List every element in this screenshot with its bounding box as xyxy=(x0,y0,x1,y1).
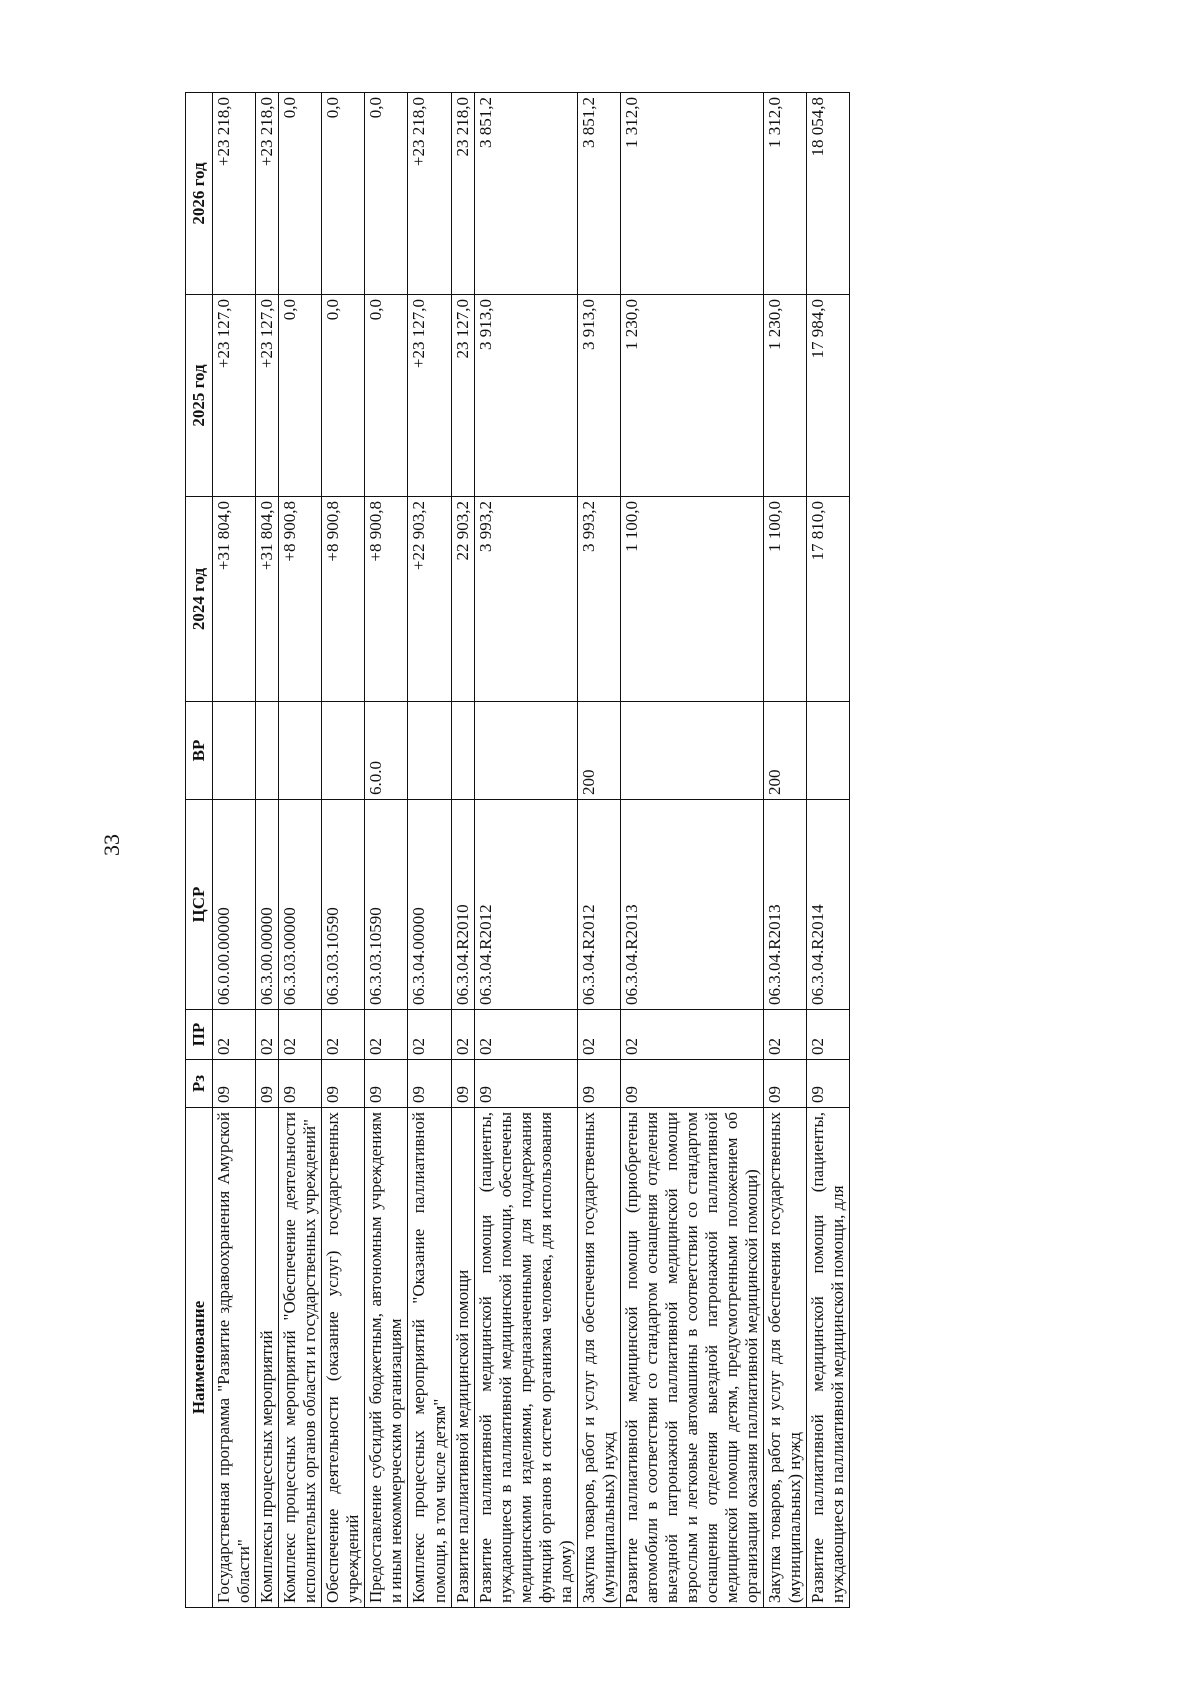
cell-rz: 09 xyxy=(451,1060,474,1108)
cell-2024: 1 100,0 xyxy=(620,497,763,702)
cell-vr xyxy=(408,702,451,800)
cell-name: Обеспечение деятельности (оказание услуг) государственных учреждений xyxy=(322,1108,365,1608)
table-container xyxy=(185,93,1035,1608)
cell-vr xyxy=(279,702,322,800)
cell-vr xyxy=(322,702,365,800)
cell-name: Комплексы процессных мероприятий xyxy=(256,1108,279,1608)
cell-rz: 09 xyxy=(807,1060,850,1108)
cell-2024: +22 903,2 xyxy=(408,497,451,702)
cell-2024: 3 993,2 xyxy=(474,497,577,702)
cell-rz: 09 xyxy=(365,1060,408,1108)
cell-2025: 17 984,0 xyxy=(807,295,850,497)
cell-rz: 09 xyxy=(474,1060,577,1108)
cell-name: Развитие паллиативной медицинской помощи xyxy=(451,1108,474,1608)
cell-name: Комплекс процессных мероприятий "Обеспечение деятельности исполнительных органов области и государственных учреждений" xyxy=(279,1108,322,1608)
cell-rz: 09 xyxy=(620,1060,763,1108)
table-row xyxy=(279,93,322,1608)
cell-2025: 23 127,0 xyxy=(451,295,474,497)
cell-2024: 3 993,2 xyxy=(577,497,620,702)
cell-csr: 06.3.03.10590 xyxy=(322,800,365,1010)
cell-vr xyxy=(256,702,279,800)
cell-csr: 06.3.00.00000 xyxy=(256,800,279,1010)
cell-2025: +23 127,0 xyxy=(213,295,256,497)
cell-vr xyxy=(451,702,474,800)
cell-2024: +31 804,0 xyxy=(256,497,279,702)
cell-vr: 200 xyxy=(764,702,807,800)
cell-2026: 3 851,2 xyxy=(577,93,620,295)
cell-csr: 06.3.04.R2012 xyxy=(577,800,620,1010)
column-header: Наименование xyxy=(186,1108,213,1608)
budget-table xyxy=(185,92,850,1608)
cell-rz: 09 xyxy=(213,1060,256,1108)
cell-csr: 06.3.04.R2012 xyxy=(474,800,577,1010)
cell-2025: 0,0 xyxy=(322,295,365,497)
cell-2025: 0,0 xyxy=(279,295,322,497)
table-row xyxy=(365,93,408,1608)
cell-rz: 09 xyxy=(764,1060,807,1108)
column-header: ПР xyxy=(186,1010,213,1060)
cell-rz: 09 xyxy=(577,1060,620,1108)
cell-2026: +23 218,0 xyxy=(408,93,451,295)
cell-2024: 1 100,0 xyxy=(764,497,807,702)
table-row xyxy=(577,93,620,1608)
cell-2026: 0,0 xyxy=(365,93,408,295)
table-row xyxy=(474,93,577,1608)
cell-vr xyxy=(620,702,763,800)
cell-2026: 3 851,2 xyxy=(474,93,577,295)
cell-2025: 1 230,0 xyxy=(764,295,807,497)
rotated-table-area xyxy=(185,93,1035,1608)
cell-2026: 0,0 xyxy=(279,93,322,295)
cell-2025: 3 913,0 xyxy=(474,295,577,497)
cell-pr: 02 xyxy=(807,1010,850,1060)
cell-vr xyxy=(474,702,577,800)
cell-name: Развитие паллиативной медицинской помощи (приобретены автомобили в соответствии со стандартом оснащения отделения выездной патронажной паллиативной медицинской помощи взрослым и легковые автомашины в соответствии со стандартом оснащения отделения выездной патронажной паллиативной медицинской помощи детям, предусмотренными положением об организации оказания паллиативной медицинской помощи) xyxy=(620,1108,763,1608)
table-body xyxy=(213,93,850,1608)
cell-pr: 02 xyxy=(474,1010,577,1060)
cell-csr: 06.0.00.00000 xyxy=(213,800,256,1010)
cell-name: Закупка товаров, работ и услуг для обеспечения государственных (муниципальных) нужд xyxy=(764,1108,807,1608)
table-row xyxy=(408,93,451,1608)
cell-csr: 06.3.04.00000 xyxy=(408,800,451,1010)
cell-name: Развитие паллиативной медицинской помощи (пациенты, нуждающиеся в паллиативной медицинской помощи, обеспечены медицинскими изделиями, предназначенными для поддержания функций органов и систем организма человека, для использования на дому) xyxy=(474,1108,577,1608)
cell-pr: 02 xyxy=(279,1010,322,1060)
cell-2024: 22 903,2 xyxy=(451,497,474,702)
table-row xyxy=(213,93,256,1608)
cell-vr xyxy=(213,702,256,800)
cell-2024: +8 900,8 xyxy=(322,497,365,702)
cell-2026: 23 218,0 xyxy=(451,93,474,295)
cell-2026: 0,0 xyxy=(322,93,365,295)
column-header: ВР xyxy=(186,702,213,800)
cell-csr: 06.3.04.R2014 xyxy=(807,800,850,1010)
cell-csr: 06.3.04.R2013 xyxy=(764,800,807,1010)
cell-vr: 200 xyxy=(577,702,620,800)
cell-2024: +31 804,0 xyxy=(213,497,256,702)
column-header: ЦСР xyxy=(186,800,213,1010)
cell-2025: +23 127,0 xyxy=(408,295,451,497)
cell-2025: 1 230,0 xyxy=(620,295,763,497)
cell-rz: 09 xyxy=(322,1060,365,1108)
table-header-row xyxy=(186,93,213,1608)
column-header: 2024 год xyxy=(186,497,213,702)
cell-rz: 09 xyxy=(256,1060,279,1108)
cell-name: Закупка товаров, работ и услуг для обеспечения государственных (муниципальных) нужд xyxy=(577,1108,620,1608)
cell-pr: 02 xyxy=(322,1010,365,1060)
table-row xyxy=(807,93,850,1608)
cell-vr: 6.0.0 xyxy=(365,702,408,800)
cell-csr: 06.3.04.R2013 xyxy=(620,800,763,1010)
cell-csr: 06.3.03.00000 xyxy=(279,800,322,1010)
cell-2025: 0,0 xyxy=(365,295,408,497)
cell-2026: 1 312,0 xyxy=(620,93,763,295)
cell-pr: 02 xyxy=(620,1010,763,1060)
column-header: Рз xyxy=(186,1060,213,1108)
cell-name: Развитие паллиативной медицинской помощи (пациенты, нуждающиеся в паллиативной медицинской помощи, для xyxy=(807,1108,850,1608)
cell-rz: 09 xyxy=(408,1060,451,1108)
cell-2026: +23 218,0 xyxy=(256,93,279,295)
cell-name: Предоставление субсидий бюджетным, автономным учреждениям и иным некоммерческим организациям xyxy=(365,1108,408,1608)
cell-2025: 3 913,0 xyxy=(577,295,620,497)
cell-pr: 02 xyxy=(451,1010,474,1060)
cell-pr: 02 xyxy=(213,1010,256,1060)
cell-vr xyxy=(807,702,850,800)
column-header: 2026 год xyxy=(186,93,213,295)
cell-csr: 06.3.03.10590 xyxy=(365,800,408,1010)
table-row xyxy=(620,93,763,1608)
table-row xyxy=(451,93,474,1608)
table-row xyxy=(256,93,279,1608)
cell-pr: 02 xyxy=(764,1010,807,1060)
cell-name: Государственная программа "Развитие здравоохранения Амурской области" xyxy=(213,1108,256,1608)
cell-2024: +8 900,8 xyxy=(365,497,408,702)
cell-pr: 02 xyxy=(577,1010,620,1060)
cell-2026: +23 218,0 xyxy=(213,93,256,295)
page-number: 33 xyxy=(99,834,124,856)
cell-pr: 02 xyxy=(408,1010,451,1060)
table-row xyxy=(322,93,365,1608)
cell-2024: 17 810,0 xyxy=(807,497,850,702)
cell-name: Комплекс процессных мероприятий "Оказание паллиативной помощи, в том числе детям" xyxy=(408,1108,451,1608)
cell-rz: 09 xyxy=(279,1060,322,1108)
cell-2025: +23 127,0 xyxy=(256,295,279,497)
table-row xyxy=(764,93,807,1608)
column-header: 2025 год xyxy=(186,295,213,497)
cell-2026: 1 312,0 xyxy=(764,93,807,295)
cell-2026: 18 054,8 xyxy=(807,93,850,295)
cell-2024: +8 900,8 xyxy=(279,497,322,702)
cell-pr: 02 xyxy=(365,1010,408,1060)
cell-csr: 06.3.04.R2010 xyxy=(451,800,474,1010)
cell-pr: 02 xyxy=(256,1010,279,1060)
